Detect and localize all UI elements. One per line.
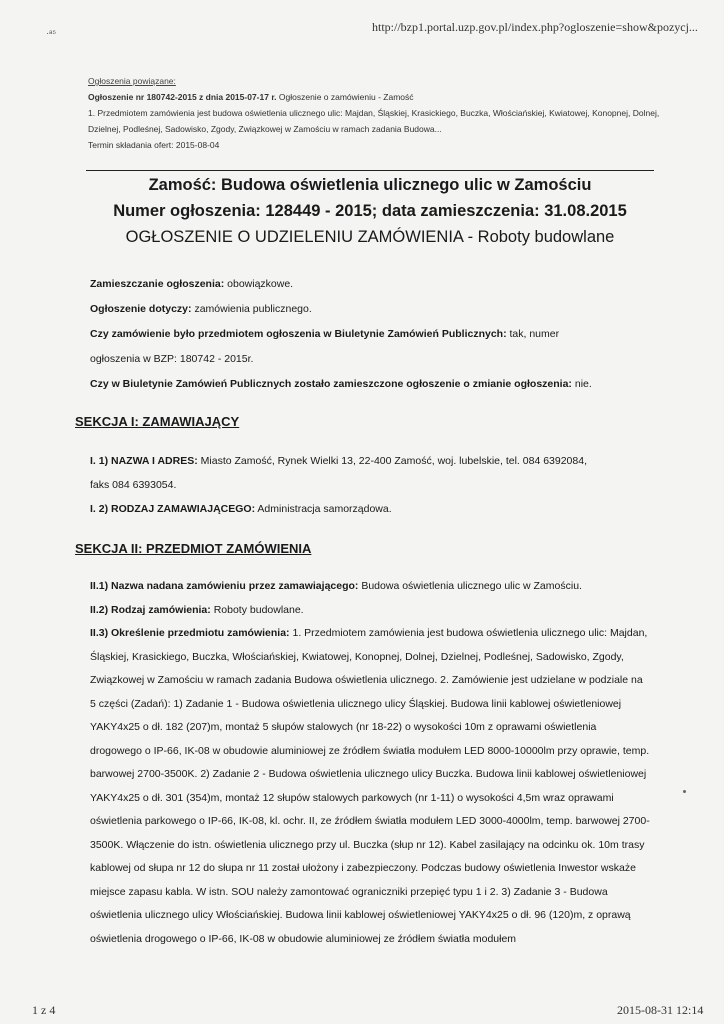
divider	[86, 170, 654, 171]
source-url: http://bzp1.portal.uzp.gov.pl/index.php?ogloszenie=show&pozycj...	[372, 20, 698, 34]
section-2-heading: SEKCJA II: PRZEDMIOT ZAMÓWIENIA	[75, 541, 312, 556]
notice-number: Numer ogłoszenia: 128449 - 2015; data zamieszczenia: 31.08.2015	[113, 202, 627, 220]
related-title[interactable]: Ogłoszenia powiązane:	[88, 76, 176, 86]
related-notice-heading[interactable]	[88, 89, 668, 105]
section-1-body	[90, 449, 650, 521]
related-notice-deadline: Termin składania ofert: 2015-08-04	[88, 140, 220, 150]
related-notices	[88, 73, 668, 153]
contract-description: II.3) Określenie przedmiotu zamówienia: 1. Przedmiotem zamówienia jest budowa oświetlenia ulicznego ulic: Majdan, Śląskiej, Krasickiego, Buczka, Włościańskiej, Kwiatowej, Konopnej, Dolnej, Dzielnej, Podleśnej, Sadowisko, Zgody, Związkowej w Zamościu w ramach zadania Budowa oświetlenia ulicznego. 2. Zamówienie jest udzielane w podziale na 5 części (Zadań): 1) Zadanie 1 - Budowa oświetlenia ulicznego ulicy Śląskiej. Budowa linii kablowej oświetleniowej YAKY4x25 o dł. 182 (207)m, montaż 5 słupów stalowych (nr 18-22) o wysokości 10m z oprawami oświetlenia drogowego o IP-66, IK-08 w obudowie aluminiowej ze źródłem światła modułem LED 8000-10000lm przy oprawie, temp. barwowej 2700-3500K. 2) Zadanie 2 - Budowa oświetlenia ulicznego ulicy Buczka. Budowa linii kablowej oświetleniowej YAKY4x25 o dł. 301 (354)m, montaż 12 słupów stalowych parkowych (nr 1-11) o wysokości 4,5m wraz oprawami oświetlenia parkowego o IP-66, IK-08, kl. ochr. II, ze źródłem światła modułem LED 3000-4000lm, temp. barwowej 2700-3500K. Włączenie do istn. oświetlenia ulicznego przy ul. Buczka (słup nr 12). Kabel zasilający na odcinku ok. 10m trasy kablowej od słupa nr 12 do słupa nr 11 został ułożony i zabezpieczony. Podczas budowy oświetlenia Inwestor wskaże miejsce zapasu kabla. W istn. SOU należy zamontować ograniczniki przepięć typu 1 i 2. 3) Zadanie 3 - Budowa oświetlenia ulicznego ulicy Włościańskiej. Budowa linii kablowej oświetleniowej YAKY4x25 o dł. 96 (120)m, z oprawą oświetlenia drogowego o IP-66, IK-08 w obudowie aluminiowej ze źródłem światła modułem	[90, 627, 650, 945]
scan-speck	[683, 790, 686, 793]
notice-type: OGŁOSZENIE O UDZIELENIU ZAMÓWIENIA - Roboty budowlane	[125, 228, 615, 246]
contracting-authority-address: I. 1) NAZWA I ADRES: Miasto Zamość, Rynek Wielki 13, 22-400 Zamość, woj. lubelskie, tel. 084 6392084,	[90, 455, 587, 467]
contracting-authority-fax: faks 084 6393054.	[90, 479, 177, 491]
related-notice-body: 1. Przedmiotem zamówienia jest budowa oświetlenia ulicznego ulic: Majdan, Śląskiej, Krasickiego, Buczka, Włościańskiej, Kwiatowej, Konopnej, Dolnej, Dzielnej, Podleśnej, Sadowisko, Zgody, Związkowej w Zamościu w ramach zadania Budowa...	[88, 108, 660, 134]
scan-mark: ·ᵃ⁵	[46, 28, 57, 38]
meta-block	[90, 272, 690, 397]
meta-concerns: Ogłoszenie dotyczy: zamówienia publicznego.	[90, 303, 312, 315]
meta-change: Czy w Biuletynie Zamówień Publicznych zostało zamieszczone ogłoszenie o zmianie ogłoszenia: nie.	[90, 378, 592, 390]
contracting-authority-type: I. 2) RODZAJ ZAMAWIAJĄCEGO: Administracja samorządowa.	[90, 503, 392, 515]
section-1-heading: SEKCJA I: ZAMAWIAJĄCY	[75, 414, 240, 429]
print-datetime: 2015-08-31 12:14	[617, 1003, 704, 1017]
page-counter: 1 z 4	[32, 1003, 56, 1017]
meta-bzp-number: ogłoszenia w BZP: 180742 - 2015r.	[90, 353, 254, 365]
contract-name: II.1) Nazwa nadana zamówieniu przez zamawiającego: Budowa oświetlenia ulicznego ulic w Zamościu.	[90, 580, 582, 592]
related-notice-type: Ogłoszenie o zamówieniu - Zamość	[276, 92, 414, 102]
contract-type: II.2) Rodzaj zamówienia: Roboty budowlane.	[90, 603, 304, 616]
meta-publication: Zamieszczanie ogłoszenia: obowiązkowe.	[90, 278, 294, 290]
meta-bzp: Czy zamówienie było przedmiotem ogłoszenia w Biuletynie Zamówień Publicznych: tak, numer	[90, 328, 560, 340]
page-title: Zamość: Budowa oświetlenia ulicznego ulic w Zamościu	[148, 176, 592, 194]
related-notice-number: Ogłoszenie nr 180742-2015 z dnia 2015-07-17 r.	[88, 92, 277, 102]
section-2-body	[90, 575, 650, 951]
